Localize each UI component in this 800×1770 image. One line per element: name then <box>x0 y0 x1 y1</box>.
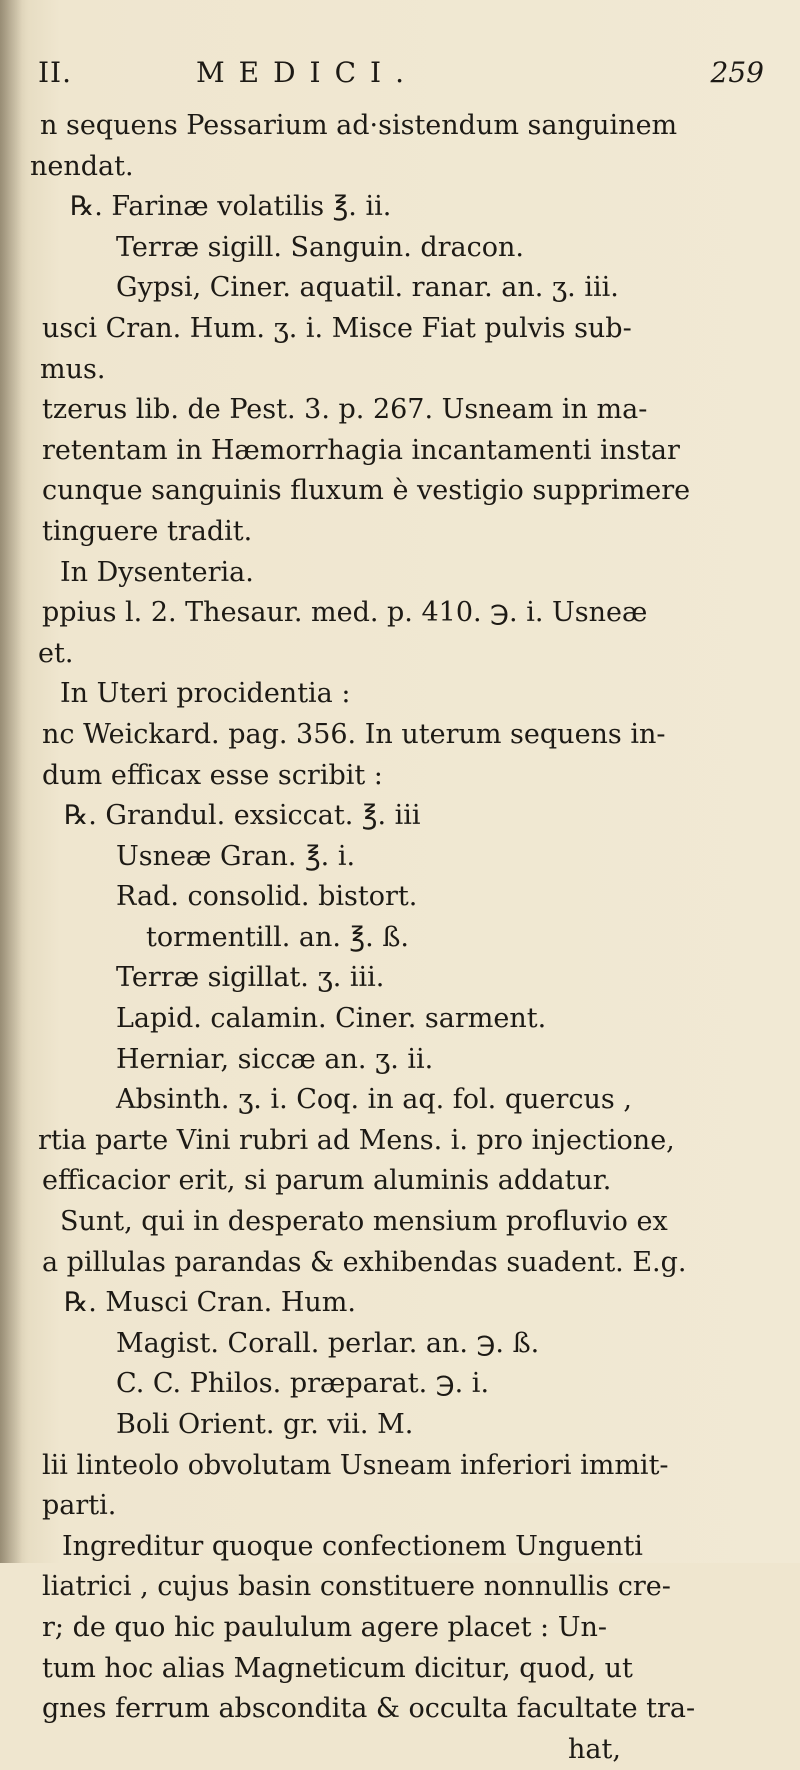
text-line: parti. <box>42 1490 117 1522</box>
text-line: hat, <box>568 1733 621 1765</box>
text-line: efficacior erit, si parum aluminis addatur. <box>42 1165 612 1197</box>
text-line: Ingreditur quoque confectionem Unguenti <box>62 1530 643 1562</box>
text-line: dum efficax esse scribit : <box>42 759 383 791</box>
text-line: tormentill. an. ℥. ß. <box>146 921 409 953</box>
text-line: a pillulas parandas & exhibendas suadent. E.g. <box>42 1246 687 1278</box>
running-title: MEDICI. <box>196 56 419 89</box>
text-line: retentam in Hæmorrhagia incantamenti instar <box>42 434 680 466</box>
page-header <box>38 56 778 96</box>
text-line: Rad. consolid. bistort. <box>116 881 418 913</box>
text-line: tinguere tradit. <box>42 515 253 547</box>
text-line: nc Weickard. pag. 356. In uterum sequens in- <box>42 718 666 750</box>
text-line: ppius l. 2. Thesaur. med. p. 410. ℈. i. Usneæ <box>42 597 648 629</box>
text-line: Terræ sigillat. ʒ. iii. <box>116 962 385 994</box>
text-line: Boli Orient. gr. vii. M. <box>116 1409 414 1440</box>
text-line: Magist. Corall. perlar. an. ℈. ß. <box>116 1327 540 1359</box>
text-line: gnes ferrum abscondita & occulta facultate tra- <box>42 1693 696 1725</box>
text-line: In Dysenteria. <box>60 556 254 588</box>
text-line: In Uteri procidentia : <box>60 678 351 710</box>
chapter-number: II. <box>38 56 73 89</box>
text-line: cunque sanguinis fluxum è vestigio supprimere <box>42 475 691 507</box>
text-line: liatrici , cujus basin constituere nonnullis cre- <box>42 1571 671 1603</box>
text-line: Sunt, qui in desperato mensium profluvio ex <box>60 1206 668 1238</box>
text-line: tum hoc alias Magneticum dicitur, quod, ut <box>42 1652 633 1684</box>
text-line: tzerus lib. de Pest. 3. p. 267. Usneam in ma- <box>42 394 648 426</box>
body-text <box>30 106 792 1770</box>
text-line: lii linteolo obvolutam Usneam inferiori immit- <box>42 1449 669 1481</box>
text-line: mus. <box>40 353 106 385</box>
text-line: Lapid. calamin. Ciner. sarment. <box>116 1003 547 1035</box>
text-line: C. C. Philos. præparat. ℈. i. <box>116 1368 490 1400</box>
text-line: nendat. <box>30 150 134 182</box>
text-line: usci Cran. Hum. ʒ. i. Misce Fiat pulvis sub- <box>42 312 632 344</box>
text-line: Gypsi, Ciner. aquatil. ranar. an. ʒ. iii. <box>116 272 619 304</box>
gutter-shadow <box>0 0 22 1563</box>
text-line: ℞. Grandul. exsiccat. ℥. iii <box>64 800 421 832</box>
text-line: Absinth. ʒ. i. Coq. in aq. fol. quercus , <box>116 1084 632 1116</box>
page-number: 259 <box>710 56 764 89</box>
text-line: rtia parte Vini rubri ad Mens. i. pro injectione, <box>38 1124 675 1156</box>
text-line: ℞. Musci Cran. Hum. <box>64 1287 356 1319</box>
text-line: r; de quo hic paululum agere placet : Un- <box>42 1611 607 1643</box>
text-line: Terræ sigill. Sanguin. dracon. <box>116 231 524 263</box>
text-line: n sequens Pessarium ad·sistendum sanguinem <box>40 110 678 141</box>
text-line: ℞. Farinæ volatilis ℥. ii. <box>70 191 392 223</box>
text-line: et. <box>38 637 74 669</box>
text-line: Usneæ Gran. ℥. i. <box>116 840 356 872</box>
text-line: Herniar, siccæ an. ʒ. ii. <box>116 1043 434 1075</box>
